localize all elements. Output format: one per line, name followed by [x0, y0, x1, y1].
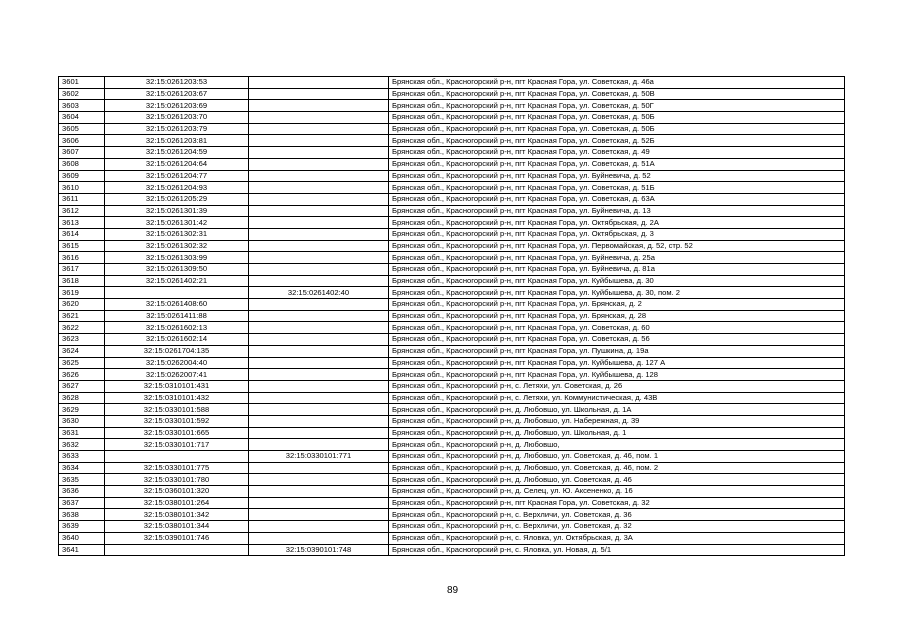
premises-cadastral-number-cell [249, 392, 389, 404]
row-number-cell: 3613 [59, 217, 105, 229]
premises-cadastral-number-cell [249, 299, 389, 311]
row-number-cell: 3634 [59, 462, 105, 474]
cadastral-number-cell: 32:15:0261203:69 [105, 100, 249, 112]
cadastral-number-cell: 32:15:0390101:746 [105, 532, 249, 544]
premises-cadastral-number-cell [249, 427, 389, 439]
row-number-cell: 3626 [59, 369, 105, 381]
row-number-cell: 3625 [59, 357, 105, 369]
address-cell: Брянская обл., Красногорский р-н, пгт Красная Гора, ул. Советская, д. 51Б [389, 182, 845, 194]
premises-cadastral-number-cell [249, 112, 389, 124]
address-cell: Брянская обл., Красногорский р-н, пгт Красная Гора, ул. Октябрьская, д. 2А [389, 217, 845, 229]
address-cell: Брянская обл., Красногорский р-н, д. Любовшо, ул. Школьная, д. 1А [389, 404, 845, 416]
table-row [59, 252, 845, 264]
row-number-cell: 3622 [59, 322, 105, 334]
table-row [59, 182, 845, 194]
table-row [59, 357, 845, 369]
cadastral-number-cell: 32:15:0261204:93 [105, 182, 249, 194]
premises-cadastral-number-cell [249, 193, 389, 205]
row-number-cell: 3632 [59, 439, 105, 451]
address-cell: Брянская обл., Красногорский р-н, пгт Красная Гора, ул. Октябрьская, д. 3 [389, 228, 845, 240]
address-cell: Брянская обл., Красногорский р-н, д. Любовшо, ул. Советская, д. 46, пом. 2 [389, 462, 845, 474]
row-number-cell: 3640 [59, 532, 105, 544]
table-row [59, 170, 845, 182]
table-row [59, 275, 845, 287]
address-cell: Брянская обл., Красногорский р-н, с. Летяхи, ул. Коммунистическая, д. 43В [389, 392, 845, 404]
row-number-cell: 3638 [59, 509, 105, 521]
table-row [59, 451, 845, 463]
premises-cadastral-number-cell [249, 252, 389, 264]
premises-cadastral-number-cell [249, 88, 389, 100]
table-row [59, 322, 845, 334]
row-number-cell: 3631 [59, 427, 105, 439]
row-number-cell: 3614 [59, 228, 105, 240]
cadastral-number-cell: 32:15:0330101:592 [105, 415, 249, 427]
cadastral-number-cell: 32:15:0261408:60 [105, 299, 249, 311]
row-number-cell: 3609 [59, 170, 105, 182]
address-cell: Брянская обл., Красногорский р-н, с. Верхличи, ул. Советская, д. 36 [389, 509, 845, 521]
cadastral-number-cell: 32:15:0380101:344 [105, 521, 249, 533]
premises-cadastral-number-cell [249, 228, 389, 240]
address-cell: Брянская обл., Красногорский р-н, д. Любовшо, ул. Советская, д. 46, пом. 1 [389, 451, 845, 463]
table-row [59, 299, 845, 311]
table-row [59, 369, 845, 381]
row-number-cell: 3617 [59, 264, 105, 276]
address-cell: Брянская обл., Красногорский р-н, с. Яловка, ул. Октябрьская, д. 3А [389, 532, 845, 544]
row-number-cell: 3637 [59, 497, 105, 509]
table-row [59, 217, 845, 229]
table-row [59, 334, 845, 346]
cadastral-number-cell: 32:15:0261301:39 [105, 205, 249, 217]
premises-cadastral-number-cell [249, 509, 389, 521]
address-cell: Брянская обл., Красногорский р-н, пгт Красная Гора, ул. Брянская, д. 2 [389, 299, 845, 311]
address-cell: Брянская обл., Красногорский р-н, д. Селец, ул. Ю. Аксененко, д. 16 [389, 486, 845, 498]
registry-table [58, 76, 845, 556]
cadastral-number-cell: 32:15:0310101:432 [105, 392, 249, 404]
row-number-cell: 3627 [59, 380, 105, 392]
row-number-cell: 3618 [59, 275, 105, 287]
cadastral-number-cell: 32:15:0261203:79 [105, 123, 249, 135]
address-cell: Брянская обл., Красногорский р-н, пгт Красная Гора, ул. Советская, д. 50Б [389, 112, 845, 124]
table-row [59, 544, 845, 556]
row-number-cell: 3629 [59, 404, 105, 416]
cadastral-number-cell: 32:15:0261203:70 [105, 112, 249, 124]
row-number-cell: 3616 [59, 252, 105, 264]
address-cell: Брянская обл., Красногорский р-н, д. Любовшо, [389, 439, 845, 451]
row-number-cell: 3604 [59, 112, 105, 124]
row-number-cell: 3636 [59, 486, 105, 498]
address-cell: Брянская обл., Красногорский р-н, пгт Красная Гора, ул. Буйневича, д. 13 [389, 205, 845, 217]
cadastral-number-cell [105, 287, 249, 299]
row-number-cell: 3639 [59, 521, 105, 533]
premises-cadastral-number-cell [249, 217, 389, 229]
premises-cadastral-number-cell [249, 380, 389, 392]
premises-cadastral-number-cell [249, 264, 389, 276]
cadastral-number-cell: 32:15:0261205:29 [105, 193, 249, 205]
address-cell: Брянская обл., Красногорский р-н, пгт Красная Гора, ул. Куйбышева, д. 30 [389, 275, 845, 287]
row-number-cell: 3623 [59, 334, 105, 346]
table-row [59, 404, 845, 416]
premises-cadastral-number-cell [249, 404, 389, 416]
premises-cadastral-number-cell [249, 170, 389, 182]
cadastral-number-cell: 32:15:0310101:431 [105, 380, 249, 392]
cadastral-number-cell: 32:15:0261704:135 [105, 345, 249, 357]
premises-cadastral-number-cell [249, 100, 389, 112]
row-number-cell: 3633 [59, 451, 105, 463]
premises-cadastral-number-cell [249, 439, 389, 451]
address-cell: Брянская обл., Красногорский р-н, д. Любовшо, ул. Набережная, д. 39 [389, 415, 845, 427]
address-cell: Брянская обл., Красногорский р-н, с. Верхличи, ул. Советская, д. 32 [389, 521, 845, 533]
table-row [59, 310, 845, 322]
premises-cadastral-number-cell [249, 147, 389, 159]
address-cell: Брянская обл., Красногорский р-н, пгт Красная Гора, ул. Советская, д. 52Б [389, 135, 845, 147]
premises-cadastral-number-cell [249, 334, 389, 346]
premises-cadastral-number-cell [249, 275, 389, 287]
table-row [59, 439, 845, 451]
cadastral-number-cell: 32:15:0330101:717 [105, 439, 249, 451]
premises-cadastral-number-cell [249, 77, 389, 89]
table-row [59, 509, 845, 521]
address-cell: Брянская обл., Красногорский р-н, с. Летяхи, ул. Советская, д. 26 [389, 380, 845, 392]
address-cell: Брянская обл., Красногорский р-н, пгт Красная Гора, ул. Буйневича, д. 52 [389, 170, 845, 182]
premises-cadastral-number-cell [249, 415, 389, 427]
cadastral-number-cell [105, 451, 249, 463]
table-row [59, 462, 845, 474]
row-number-cell: 3635 [59, 474, 105, 486]
address-cell: Брянская обл., Красногорский р-н, пгт Красная Гора, ул. Советская, д. 50Г [389, 100, 845, 112]
address-cell: Брянская обл., Красногорский р-н, д. Любовшо, ул. Советская, д. 46 [389, 474, 845, 486]
table-row [59, 112, 845, 124]
table-row [59, 497, 845, 509]
premises-cadastral-number-cell [249, 123, 389, 135]
premises-cadastral-number-cell [249, 205, 389, 217]
premises-cadastral-number-cell [249, 310, 389, 322]
row-number-cell: 3608 [59, 158, 105, 170]
premises-cadastral-number-cell [249, 462, 389, 474]
table-row [59, 193, 845, 205]
address-cell: Брянская обл., Красногорский р-н, пгт Красная Гора, ул. Советская, д. 46а [389, 77, 845, 89]
table-row [59, 521, 845, 533]
premises-cadastral-number-cell [249, 240, 389, 252]
row-number-cell: 3605 [59, 123, 105, 135]
premises-cadastral-number-cell [249, 369, 389, 381]
cadastral-number-cell: 32:15:0261203:67 [105, 88, 249, 100]
cadastral-number-cell: 32:15:0330101:780 [105, 474, 249, 486]
cadastral-number-cell: 32:15:0261402:21 [105, 275, 249, 287]
row-number-cell: 3611 [59, 193, 105, 205]
registry-table-body [59, 77, 845, 556]
premises-cadastral-number-cell: 32:15:0261402:40 [249, 287, 389, 299]
table-row [59, 147, 845, 159]
cadastral-number-cell [105, 544, 249, 556]
table-row [59, 427, 845, 439]
premises-cadastral-number-cell [249, 158, 389, 170]
address-cell: Брянская обл., Красногорский р-н, пгт Красная Гора, ул. Советская, д. 32 [389, 497, 845, 509]
address-cell: Брянская обл., Красногорский р-н, пгт Красная Гора, ул. Советская, д. 56 [389, 334, 845, 346]
row-number-cell: 3615 [59, 240, 105, 252]
row-number-cell: 3610 [59, 182, 105, 194]
premises-cadastral-number-cell [249, 345, 389, 357]
cadastral-number-cell: 32:15:0330101:775 [105, 462, 249, 474]
row-number-cell: 3619 [59, 287, 105, 299]
cadastral-number-cell: 32:15:0261203:81 [105, 135, 249, 147]
cadastral-number-cell: 32:15:0330101:588 [105, 404, 249, 416]
row-number-cell: 3612 [59, 205, 105, 217]
address-cell: Брянская обл., Красногорский р-н, пгт Красная Гора, ул. Советская, д. 60 [389, 322, 845, 334]
table-row [59, 205, 845, 217]
address-cell: Брянская обл., Красногорский р-н, пгт Красная Гора, ул. Куйбышева, д. 127 А [389, 357, 845, 369]
table-row [59, 345, 845, 357]
row-number-cell: 3621 [59, 310, 105, 322]
premises-cadastral-number-cell [249, 474, 389, 486]
address-cell: Брянская обл., Красногорский р-н, пгт Красная Гора, ул. Советская, д. 50В [389, 88, 845, 100]
cadastral-number-cell: 32:15:0261302:32 [105, 240, 249, 252]
cadastral-number-cell: 32:15:0261602:13 [105, 322, 249, 334]
premises-cadastral-number-cell [249, 322, 389, 334]
cadastral-number-cell: 32:15:0330101:665 [105, 427, 249, 439]
cadastral-number-cell: 32:15:0261602:14 [105, 334, 249, 346]
cadastral-number-cell: 32:15:0261204:64 [105, 158, 249, 170]
table-row [59, 532, 845, 544]
address-cell: Брянская обл., Красногорский р-н, пгт Красная Гора, ул. Советская, д. 49 [389, 147, 845, 159]
table-row [59, 474, 845, 486]
table-row [59, 264, 845, 276]
table-row [59, 228, 845, 240]
premises-cadastral-number-cell [249, 497, 389, 509]
cadastral-number-cell: 32:15:0261303:99 [105, 252, 249, 264]
table-row [59, 123, 845, 135]
address-cell: Брянская обл., Красногорский р-н, пгт Красная Гора, ул. Советская, д. 63А [389, 193, 845, 205]
address-cell: Брянская обл., Красногорский р-н, пгт Красная Гора, ул. Куйбышева, д. 30, пом. 2 [389, 287, 845, 299]
cadastral-number-cell: 32:15:0262004:40 [105, 357, 249, 369]
address-cell: Брянская обл., Красногорский р-н, д. Любовшо, ул. Школьная, д. 1 [389, 427, 845, 439]
cadastral-number-cell: 32:15:0261411:88 [105, 310, 249, 322]
row-number-cell: 3620 [59, 299, 105, 311]
cadastral-number-cell: 32:15:0261301:42 [105, 217, 249, 229]
address-cell: Брянская обл., Красногорский р-н, пгт Красная Гора, ул. Буйневича, д. 25а [389, 252, 845, 264]
cadastral-number-cell: 32:15:0360101:320 [105, 486, 249, 498]
table-row [59, 415, 845, 427]
table-row [59, 100, 845, 112]
row-number-cell: 3607 [59, 147, 105, 159]
table-row [59, 158, 845, 170]
table-row [59, 77, 845, 89]
cadastral-number-cell: 32:15:0261204:59 [105, 147, 249, 159]
premises-cadastral-number-cell [249, 521, 389, 533]
cadastral-number-cell: 32:15:0380101:264 [105, 497, 249, 509]
table-row [59, 486, 845, 498]
address-cell: Брянская обл., Красногорский р-н, пгт Красная Гора, ул. Советская, д. 51А [389, 158, 845, 170]
row-number-cell: 3601 [59, 77, 105, 89]
row-number-cell: 3624 [59, 345, 105, 357]
premises-cadastral-number-cell: 32:15:0390101:748 [249, 544, 389, 556]
premises-cadastral-number-cell [249, 182, 389, 194]
row-number-cell: 3602 [59, 88, 105, 100]
table-row [59, 392, 845, 404]
row-number-cell: 3603 [59, 100, 105, 112]
premises-cadastral-number-cell [249, 135, 389, 147]
cadastral-number-cell: 32:15:0262007:41 [105, 369, 249, 381]
cadastral-number-cell: 32:15:0261302:31 [105, 228, 249, 240]
page-number: 89 [446, 585, 459, 596]
cadastral-number-cell: 32:15:0261203:53 [105, 77, 249, 89]
table-row [59, 135, 845, 147]
premises-cadastral-number-cell: 32:15:0330101:771 [249, 451, 389, 463]
address-cell: Брянская обл., Красногорский р-н, пгт Красная Гора, ул. Куйбышева, д. 128 [389, 369, 845, 381]
cadastral-number-cell: 32:15:0261204:77 [105, 170, 249, 182]
address-cell: Брянская обл., Красногорский р-н, пгт Красная Гора, ул. Советская, д. 50Б [389, 123, 845, 135]
premises-cadastral-number-cell [249, 486, 389, 498]
address-cell: Брянская обл., Красногорский р-н, с. Яловка, ул. Новая, д. 5/1 [389, 544, 845, 556]
row-number-cell: 3628 [59, 392, 105, 404]
address-cell: Брянская обл., Красногорский р-н, пгт Красная Гора, ул. Первомайская, д. 52, стр. 52 [389, 240, 845, 252]
address-cell: Брянская обл., Красногорский р-н, пгт Красная Гора, ул. Буйневича, д. 81а [389, 264, 845, 276]
row-number-cell: 3630 [59, 415, 105, 427]
table-row [59, 380, 845, 392]
premises-cadastral-number-cell [249, 532, 389, 544]
cadastral-number-cell: 32:15:0380101:342 [105, 509, 249, 521]
cadastral-number-cell: 32:15:0261309:50 [105, 264, 249, 276]
table-row [59, 287, 845, 299]
row-number-cell: 3606 [59, 135, 105, 147]
table-row [59, 88, 845, 100]
table-row [59, 240, 845, 252]
row-number-cell: 3641 [59, 544, 105, 556]
premises-cadastral-number-cell [249, 357, 389, 369]
address-cell: Брянская обл., Красногорский р-н, пгт Красная Гора, ул. Пушкина, д. 19а [389, 345, 845, 357]
address-cell: Брянская обл., Красногорский р-н, пгт Красная Гора, ул. Брянская, д. 28 [389, 310, 845, 322]
